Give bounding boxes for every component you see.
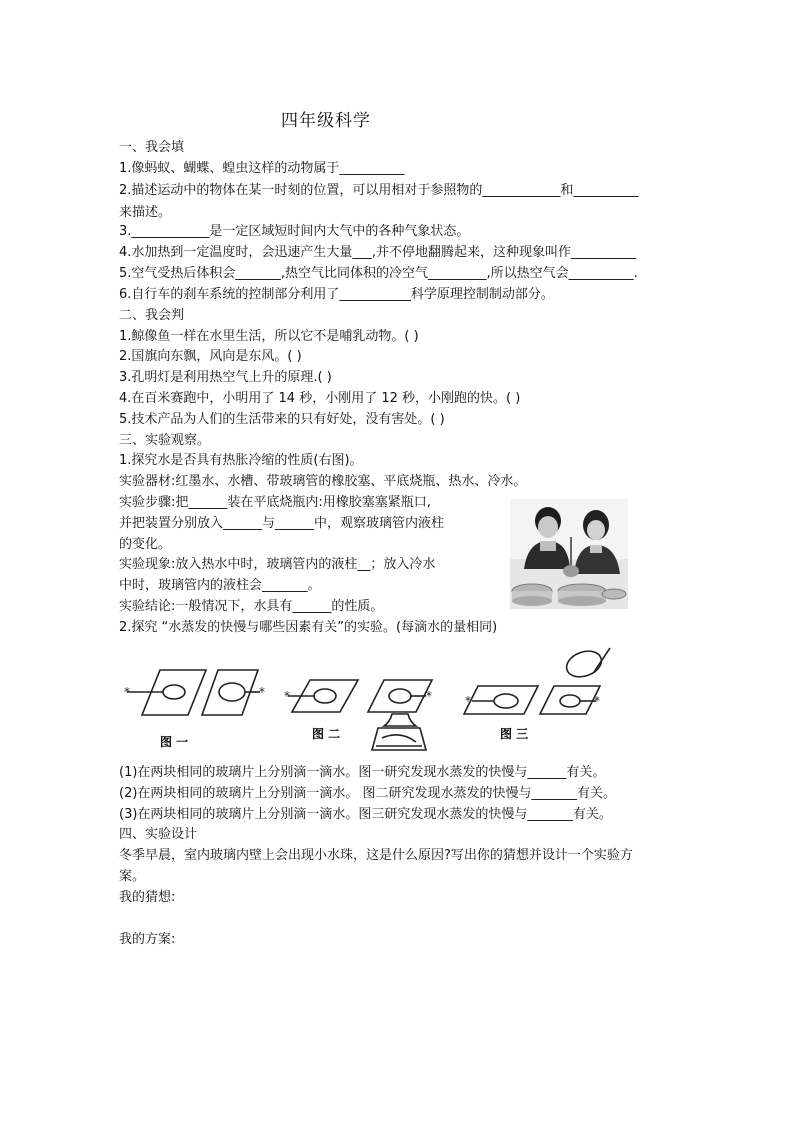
judge-question-2: 2.国旗向东飘，风向是东风。( ) bbox=[119, 349, 302, 364]
fill-question-2: 2.描述运动中的物体在某一时刻的位置，可以用相对于参照物的____________和__________ bbox=[119, 183, 639, 198]
figure-three-diagram bbox=[464, 647, 610, 714]
section2-heading: 二、我会判 bbox=[119, 308, 185, 323]
evaporation-figures bbox=[120, 642, 620, 762]
section4-heading: 四、实验设计 bbox=[119, 827, 198, 842]
fill-question-5: 5.空气受热后体积会_______,热空气比同体积的冷空气_________,所以热空气会__________. bbox=[119, 266, 638, 281]
experiment-1-conclusion: 实验结论:一般情况下，水具有______的性质。 bbox=[119, 599, 384, 614]
fill-question-6: 6.自行车的刹车系统的控制部分利用了___________科学原理控制制动部分。 bbox=[119, 287, 554, 302]
experiment-1-title: 1.探究水是否具有热胀冷缩的性质(右图)。 bbox=[119, 453, 363, 468]
judge-question-4: 4.在百米赛跑中，小明用了 14 秒，小刚用了 12 秒，小刚跑的快。( ) bbox=[119, 391, 521, 406]
svg-text:*: * bbox=[594, 694, 600, 708]
figure-three-label: 图 三 bbox=[500, 727, 529, 741]
svg-text:*: * bbox=[465, 694, 471, 708]
experiment-2-title: 2.探究 “水蒸发的快慢与哪些因素有关”的实验。(每滴水的量相同) bbox=[119, 620, 498, 635]
experiment-1-steps: 实验步骤:把______装在平底烧瓶内:用橡胶塞塞紧瓶口, bbox=[119, 495, 431, 510]
figure-one-label: 图 一 bbox=[160, 735, 189, 749]
experiment-1-phenomenon-cont: 中时，玻璃管内的液柱会_______。 bbox=[119, 578, 321, 593]
fill-question-1: 1.像蚂蚁、蝴蝶、蝗虫这样的动物属于__________ bbox=[119, 161, 405, 176]
fill-question-4: 4.水加热到一定温度时，会迅速产生大量___,并不停地翻腾起来，这种现象叫作__________ bbox=[119, 245, 637, 260]
design-prompt: 冬季早晨，室内玻璃内壁上会出现小水珠，这是什么原因?写出你的猜想并设计一个实验方 bbox=[119, 848, 633, 863]
section1-heading: 一、我会填 bbox=[119, 140, 185, 155]
figure-one-diagram bbox=[127, 670, 260, 715]
figure-two-diagram bbox=[288, 680, 432, 750]
experiment-1-steps-end: 的变化。 bbox=[119, 537, 172, 552]
svg-text:*: * bbox=[426, 689, 432, 703]
evaporation-question-3: (3)在两块相同的玻璃片上分别滴一滴水。图三研究发现水蒸发的快慢与_______有关。 bbox=[119, 807, 612, 822]
experiment-1-materials: 实验器材:红墨水、水槽、带玻璃管的橡胶塞、平底烧瓶、热水、冷水。 bbox=[119, 474, 527, 489]
experiment-1-steps-cont: 并把装置分别放入______与______中，观察玻璃管内液柱 bbox=[119, 516, 445, 531]
design-prompt-cont: 案。 bbox=[119, 869, 146, 884]
experiment-1-phenomenon: 实验现象:放入热水中时，玻璃管内的液柱__；放入冷水 bbox=[119, 557, 436, 572]
svg-text:*: * bbox=[259, 685, 265, 699]
fill-question-2-cont: 来描述。 bbox=[119, 205, 172, 220]
judge-question-3: 3.孔明灯是利用热空气上升的原理.( ) bbox=[119, 370, 332, 385]
svg-text:*: * bbox=[124, 685, 130, 699]
evaporation-question-1: (1)在两块相同的玻璃片上分别滴一滴水。图一研究发现水蒸发的快慢与______有关。 bbox=[119, 765, 606, 780]
svg-text:*: * bbox=[284, 689, 290, 703]
judge-question-5: 5.技术产品为人们的生活带来的只有好处，没有害处。( ) bbox=[119, 412, 445, 427]
fill-question-3: 3.____________是一定区域短时间内大气中的各种气象状态。 bbox=[119, 224, 470, 239]
evaporation-question-2: (2)在两块相同的玻璃片上分别滴一滴水。 图二研究发现水蒸发的快慢与_______有关。 bbox=[119, 786, 617, 801]
section3-heading: 三、实验观察。 bbox=[119, 433, 211, 448]
judge-question-1: 1.鲸像鱼一样在水里生活，所以它不是哺乳动物。( ) bbox=[119, 329, 419, 344]
my-plan-label: 我的方案: bbox=[119, 932, 176, 947]
page-title: 四年级科学 bbox=[281, 111, 371, 131]
my-guess-label: 我的猜想: bbox=[119, 890, 176, 905]
figure-two-label: 图 二 bbox=[312, 727, 341, 741]
students-experiment-photo bbox=[510, 499, 628, 609]
